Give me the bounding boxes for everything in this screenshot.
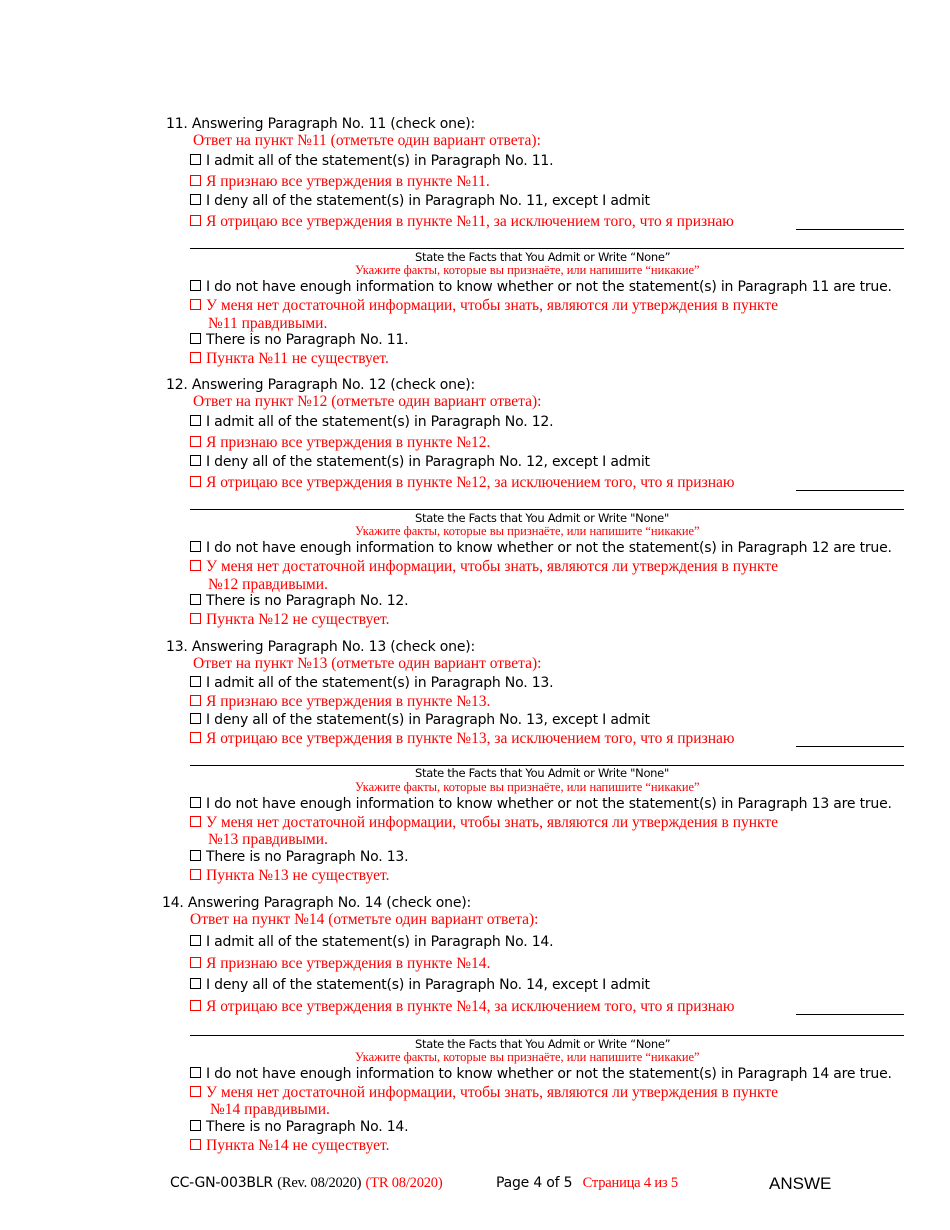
option-no-info-ru-cont: №11 правдивыми.: [208, 315, 328, 332]
option-label: Пункта №11 не существует.: [206, 350, 389, 367]
checkbox[interactable]: [190, 154, 201, 165]
option-no-paragraph[interactable]: [190, 593, 408, 609]
facts-caption: State the Facts that You Admit or Write “None”: [415, 250, 671, 264]
checkbox[interactable]: [190, 560, 201, 571]
facts-caption-ru: Укажите факты, которые вы признаёте, или напишите “никакие”: [355, 524, 700, 538]
facts-caption: State the Facts that You Admit or Write "None": [415, 766, 669, 780]
option-deny-ru[interactable]: [190, 474, 734, 492]
admitted-facts-line[interactable]: [190, 248, 904, 249]
option-no-paragraph-ru[interactable]: [190, 1137, 389, 1155]
checkbox[interactable]: [190, 175, 201, 186]
page-number-ru: Страница 4 из 5: [582, 1175, 678, 1191]
section-heading: 13. Answering Paragraph No. 13 (check one):: [166, 639, 476, 655]
footer-page-number: [496, 1175, 678, 1192]
admitted-facts-line[interactable]: [796, 746, 904, 747]
admitted-facts-line[interactable]: [796, 490, 904, 491]
option-label: I do not have enough information to know whether or not the statement(s) in Paragraph 14 are true.: [206, 1066, 892, 1082]
checkbox[interactable]: [190, 594, 201, 605]
facts-caption-ru: Укажите факты, которые вы признаёте, или напишите “никакие”: [355, 780, 700, 794]
option-no-info-ru-cont: №14 правдивыми.: [210, 1101, 330, 1118]
checkbox[interactable]: [190, 713, 201, 724]
option-label: There is no Paragraph No. 11.: [206, 332, 409, 348]
form-revision: (Rev. 08/2020): [277, 1175, 362, 1191]
facts-caption-ru: Укажите факты, которые вы признаёте, или напишите “никакие”: [355, 1050, 700, 1064]
form-code: CC-GN-003BLR: [170, 1175, 273, 1191]
checkbox[interactable]: [190, 816, 201, 827]
option-label: Пункта №13 не существует.: [206, 867, 390, 884]
facts-caption-ru: Укажите факты, которые вы признаёте, или напишите “никакие”: [355, 263, 700, 277]
option-deny-ru[interactable]: [190, 998, 734, 1016]
checkbox[interactable]: [190, 280, 201, 291]
checkbox[interactable]: [190, 797, 201, 808]
option-label: There is no Paragraph No. 12.: [206, 593, 409, 609]
option-admit[interactable]: [190, 675, 553, 691]
section-heading-ru: Ответ на пункт №14 (отметьте один вариант ответа):: [190, 911, 539, 928]
checkbox[interactable]: [190, 957, 201, 968]
option-label: Я признаю все утверждения в пункте №12.: [206, 434, 491, 451]
option-label: There is no Paragraph No. 13.: [206, 849, 409, 865]
checkbox[interactable]: [190, 455, 201, 466]
section-heading-ru: Ответ на пункт №11 (отметьте один вариант ответа):: [193, 132, 541, 149]
checkbox[interactable]: [190, 476, 201, 487]
option-no-paragraph[interactable]: [190, 1119, 408, 1135]
option-label: I deny all of the statement(s) in Paragraph No. 14, except I admit: [206, 977, 650, 993]
option-no-paragraph-ru[interactable]: [190, 611, 389, 629]
option-no-paragraph[interactable]: [190, 332, 408, 348]
option-admit[interactable]: [190, 414, 553, 430]
option-label: I do not have enough information to know whether or not the statement(s) in Paragraph 11 are true.: [206, 279, 892, 295]
option-no-info-ru[interactable]: [190, 558, 778, 576]
facts-caption: State the Facts that You Admit or Write "None": [415, 511, 669, 525]
checkbox[interactable]: [190, 436, 201, 447]
option-deny[interactable]: [190, 454, 650, 470]
option-no-info[interactable]: [190, 279, 892, 295]
option-label: I admit all of the statement(s) in Paragraph No. 14.: [206, 934, 554, 950]
option-admit[interactable]: [190, 934, 553, 950]
option-deny[interactable]: [190, 712, 650, 728]
option-no-info-ru-cont: №12 правдивыми.: [208, 576, 328, 593]
option-label: У меня нет достаточной информации, чтобы знать, являются ли утверждения в пункте: [206, 297, 779, 314]
checkbox[interactable]: [190, 1067, 201, 1078]
checkbox[interactable]: [190, 415, 201, 426]
checkbox[interactable]: [190, 1120, 201, 1131]
checkbox[interactable]: [190, 935, 201, 946]
section-heading: 14. Answering Paragraph No. 14 (check one):: [162, 895, 472, 911]
checkbox[interactable]: [190, 613, 201, 624]
option-label: Я признаю все утверждения в пункте №14.: [206, 955, 491, 972]
checkbox[interactable]: [190, 194, 201, 205]
option-no-info-ru[interactable]: [190, 814, 778, 832]
option-no-paragraph-ru[interactable]: [190, 350, 389, 368]
option-no-info-ru-cont: №13 правдивыми.: [208, 831, 328, 848]
option-label: Я отрицаю все утверждения в пункте №14, за исключением того, что я признаю: [206, 998, 735, 1015]
option-label: There is no Paragraph No. 14.: [206, 1119, 409, 1135]
option-label: Пункта №12 не существует.: [206, 611, 390, 628]
checkbox[interactable]: [190, 978, 201, 989]
option-label: У меня нет достаточной информации, чтобы знать, являются ли утверждения в пункте: [206, 814, 779, 831]
facts-caption: State the Facts that You Admit or Write “None”: [415, 1037, 671, 1051]
checkbox[interactable]: [190, 732, 201, 743]
option-label: I deny all of the statement(s) in Paragraph No. 12, except I admit: [206, 454, 650, 470]
option-label: I admit all of the statement(s) in Paragraph No. 13.: [206, 675, 554, 691]
option-label: У меня нет достаточной информации, чтобы знать, являются ли утверждения в пункте: [206, 558, 779, 575]
admitted-facts-line[interactable]: [190, 509, 904, 510]
translation-revision: (TR 08/2020): [365, 1175, 443, 1191]
checkbox[interactable]: [190, 352, 201, 363]
admitted-facts-line[interactable]: [796, 229, 904, 230]
option-label: Я отрицаю все утверждения в пункте №12, за исключением того, что я признаю: [206, 474, 735, 491]
option-label: I do not have enough information to know whether or not the statement(s) in Paragraph 12 are true.: [206, 540, 892, 556]
option-label: I admit all of the statement(s) in Paragraph No. 12.: [206, 414, 554, 430]
checkbox[interactable]: [190, 1000, 201, 1011]
checkbox[interactable]: [190, 676, 201, 687]
option-admit[interactable]: [190, 153, 553, 169]
option-label: I deny all of the statement(s) in Paragraph No. 11, except I admit: [206, 193, 650, 209]
checkbox[interactable]: [190, 541, 201, 552]
footer-form-title: ANSWE: [769, 1174, 832, 1193]
checkbox[interactable]: [190, 299, 201, 310]
option-no-info-ru[interactable]: [190, 1084, 778, 1102]
checkbox[interactable]: [190, 215, 201, 226]
option-label: I do not have enough information to know whether or not the statement(s) in Paragraph 13 are true.: [206, 796, 892, 812]
option-deny[interactable]: [190, 977, 650, 993]
option-no-paragraph[interactable]: [190, 849, 408, 865]
option-admit-ru[interactable]: [190, 173, 490, 191]
option-no-paragraph-ru[interactable]: [190, 867, 389, 885]
option-no-info[interactable]: [190, 796, 892, 812]
option-label: Я признаю все утверждения в пункте №11.: [206, 173, 490, 190]
option-deny-ru[interactable]: [190, 730, 734, 748]
section-heading: 11. Answering Paragraph No. 11 (check one):: [166, 116, 476, 132]
option-deny-ru[interactable]: [190, 213, 734, 231]
option-label: I deny all of the statement(s) in Paragraph No. 13, except I admit: [206, 712, 650, 728]
checkbox[interactable]: [190, 1086, 201, 1097]
checkbox[interactable]: [190, 333, 201, 344]
section-heading-ru: Ответ на пункт №13 (отметьте один вариант ответа):: [193, 655, 542, 672]
option-label: У меня нет достаточной информации, чтобы знать, являются ли утверждения в пункте: [206, 1084, 779, 1101]
footer-form-code: [170, 1175, 443, 1192]
option-label: Пункта №14 не существует.: [206, 1137, 390, 1154]
option-label: I admit all of the statement(s) in Paragraph No. 11.: [206, 153, 554, 169]
option-no-info[interactable]: [190, 1066, 892, 1082]
section-heading-ru: Ответ на пункт №12 (отметьте один вариант ответа):: [193, 393, 542, 410]
checkbox[interactable]: [190, 695, 201, 706]
option-no-info-ru[interactable]: [190, 297, 778, 315]
option-deny[interactable]: [190, 193, 650, 209]
option-label: Я отрицаю все утверждения в пункте №11, за исключением того, что я признаю: [206, 213, 734, 230]
page-number: Page 4 of 5: [496, 1175, 573, 1191]
option-admit-ru[interactable]: [190, 434, 490, 452]
checkbox[interactable]: [190, 1139, 201, 1150]
option-admit-ru[interactable]: [190, 955, 490, 973]
option-admit-ru[interactable]: [190, 693, 490, 711]
checkbox[interactable]: [190, 869, 201, 880]
section-heading: 12. Answering Paragraph No. 12 (check one):: [166, 377, 476, 393]
admitted-facts-line[interactable]: [190, 1035, 904, 1036]
admitted-facts-line[interactable]: [796, 1014, 904, 1015]
option-label: Я отрицаю все утверждения в пункте №13, за исключением того, что я признаю: [206, 730, 735, 747]
option-label: Я признаю все утверждения в пункте №13.: [206, 693, 491, 710]
option-no-info[interactable]: [190, 540, 892, 556]
checkbox[interactable]: [190, 850, 201, 861]
